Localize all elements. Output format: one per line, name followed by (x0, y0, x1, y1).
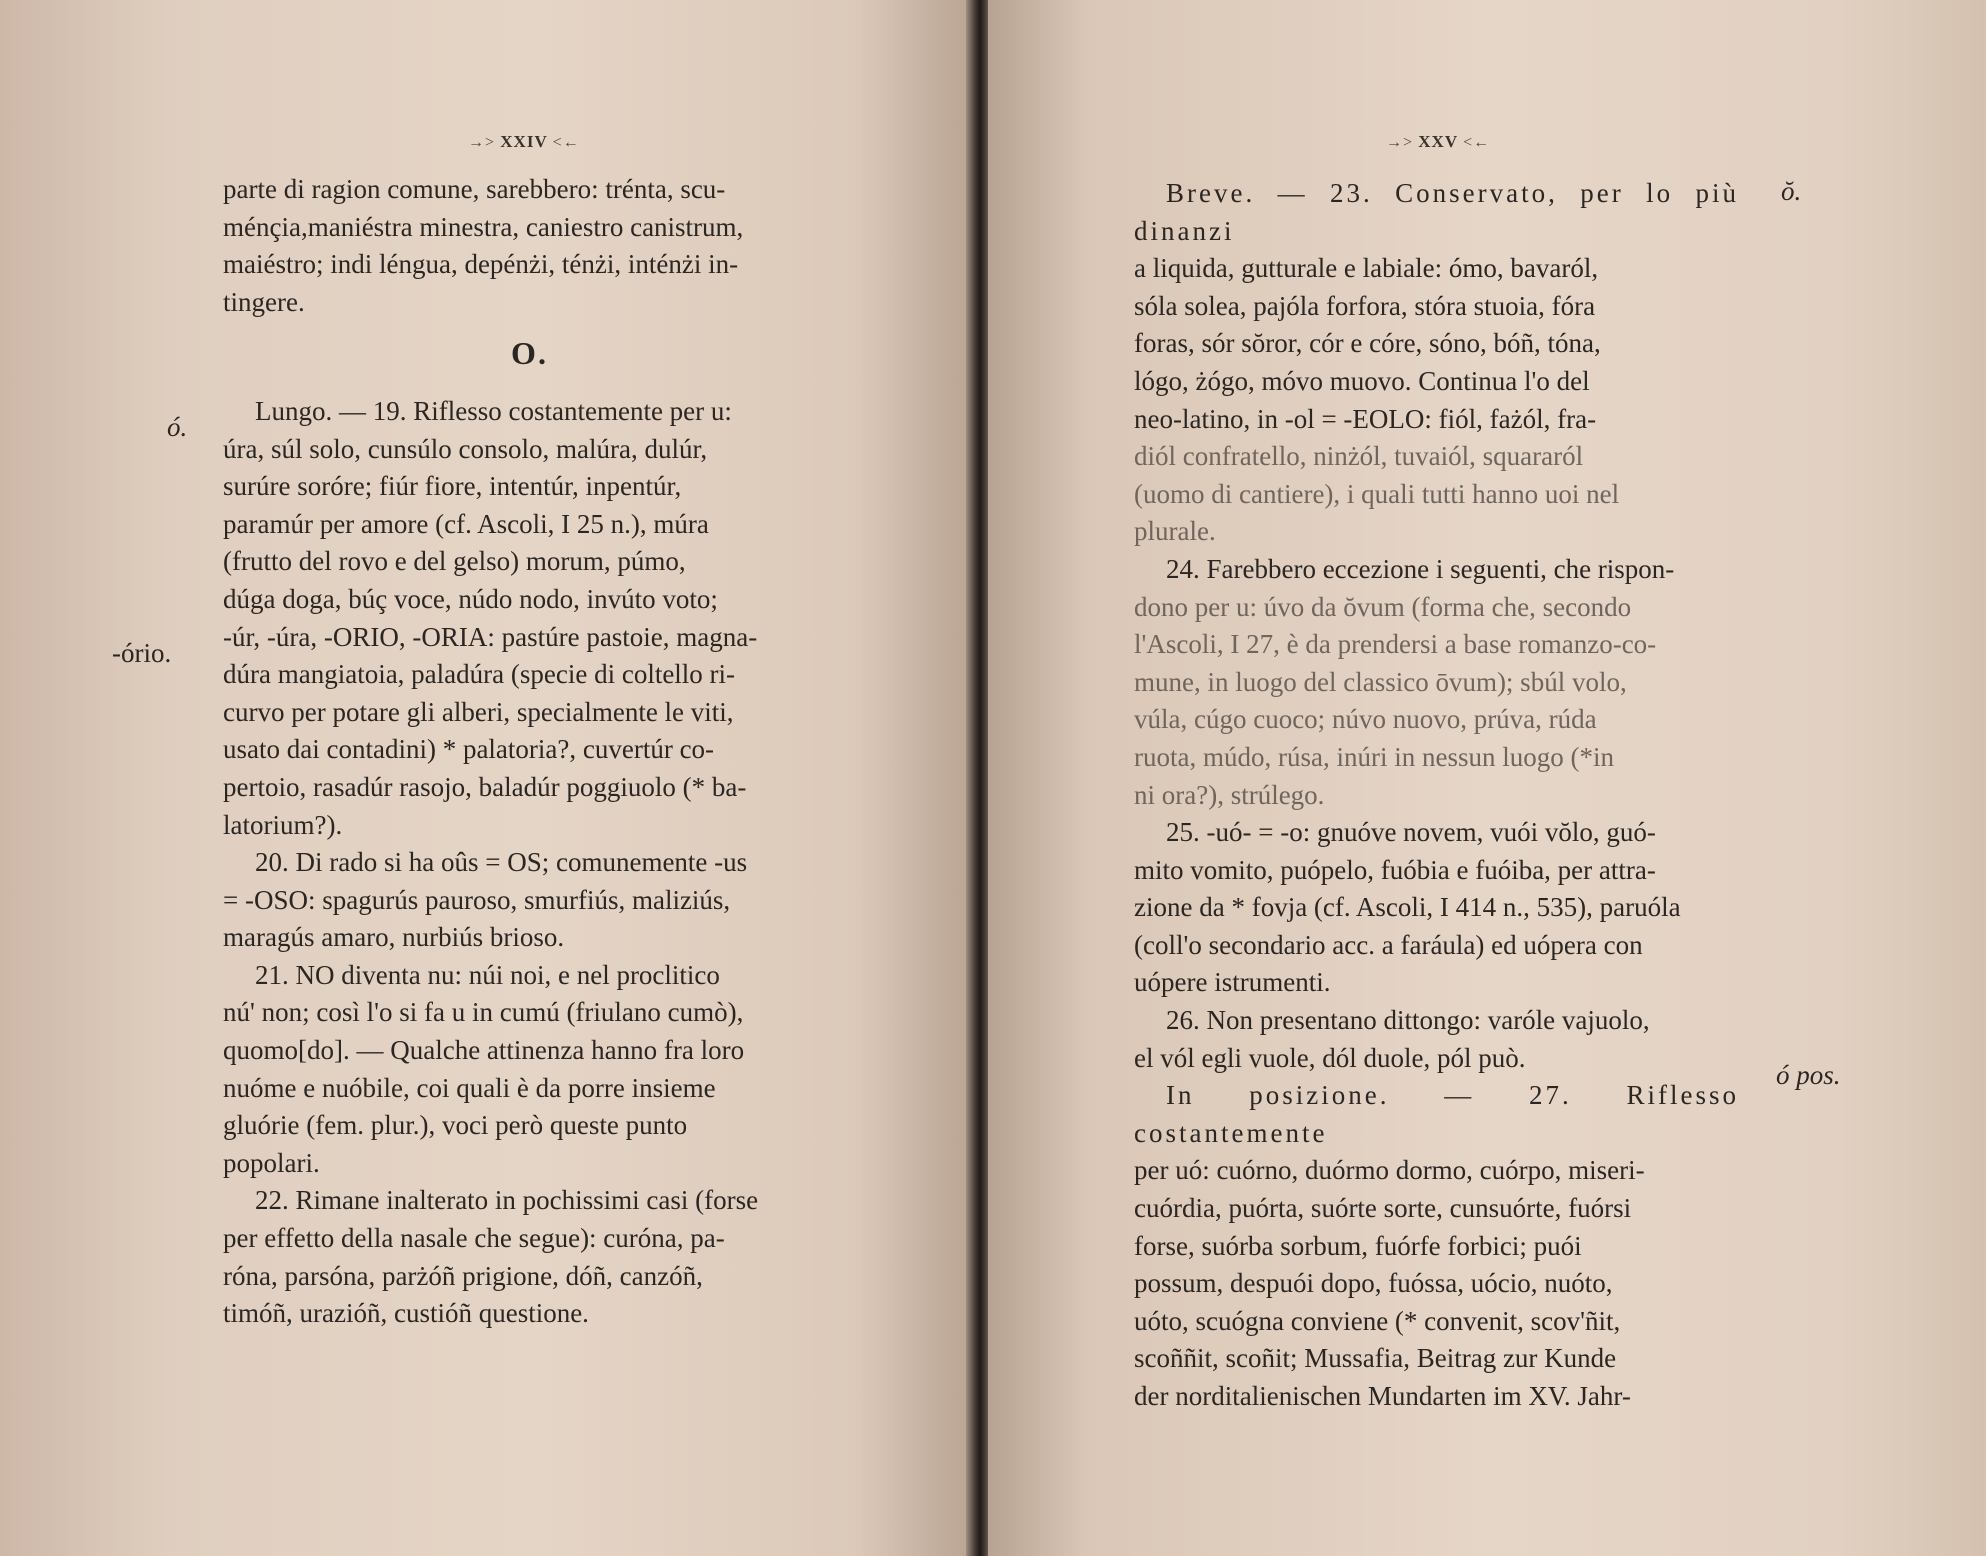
text-line: 26. Non presentano dittongo: varóle vajuolo, (1166, 1005, 1650, 1036)
text-line: mune, in luogo del classico ōvum); sbúl volo, (1134, 666, 1627, 697)
left-page (0, 0, 972, 1556)
text-line: paramúr per amore (cf. Ascoli, I 25 n.), múra (223, 508, 709, 539)
text-line: dúga doga, búç voce, núdo nodo, invúto voto; (223, 583, 718, 614)
text-line: nú' non; così l'o si fa u in cumú (friulano cumò), (223, 997, 744, 1028)
margin-gloss: ó. (167, 412, 188, 442)
text-line: Breve. — 23. Conservato, per lo più dinanzi (1134, 178, 1739, 246)
left-running-head (468, 132, 580, 152)
text-line: (uomo di cantiere), i quali tutti hanno uoi nel (1134, 478, 1620, 509)
text-line: -úr, -úra, -ORIO, -ORIA: pastúre pastoie, magna- (223, 621, 758, 652)
text-line: timóñ, urazióñ, custióñ questione. (223, 1298, 589, 1329)
ornament-right-icon: <← (1463, 134, 1491, 151)
ornament-right-icon: <← (552, 134, 580, 151)
text-line: a liquida, gutturale e labiale: ómo, bavaról, (1134, 253, 1599, 284)
text-line: pertoio, rasadúr rasojo, baladúr poggiuolo (* ba- (223, 771, 747, 802)
text-line: forse, suórba sorbum, fuórfe forbici; puói (1134, 1230, 1582, 1261)
text-line: curvo per potare gli alberi, specialmente le viti, (223, 696, 734, 727)
text-line: der norditalienischen Mundarten im XV. Jahr- (1134, 1381, 1631, 1411)
right-body-text (1134, 175, 1739, 1416)
text-line: latorium?). (223, 809, 343, 840)
text-line: l'Ascoli, I 27, è da prendersi a base romanzo-co- (1134, 629, 1657, 660)
text-line: possum, despuói dopo, fuóssa, uócio, nuóto, (1134, 1268, 1613, 1299)
text-line: 21. NO diventa nu: núi noi, e nel proclitico (255, 959, 720, 990)
text-line: gluórie (fem. plur.), voci però queste punto (223, 1110, 688, 1141)
text-line: nuóme e nuóbile, coi quali è da porre insieme (223, 1072, 716, 1103)
page-number: XXIV (500, 132, 548, 151)
text-line: mito vomito, puópelo, fuóbia e fuóiba, per attra- (1134, 854, 1656, 885)
left-body-text (223, 171, 836, 1333)
margin-gloss: ó pos. (1776, 1060, 1841, 1090)
text-line: (frutto del rovo e del gelso) morum, púmo, (223, 546, 686, 577)
text-line: foras, sór sŏror, cór e córe, sóno, bóñ, tóna, (1134, 328, 1601, 359)
text-line: parte di ragion comune, sarebbero: trénta, scu- (223, 174, 726, 204)
margin-gloss: -ório. (112, 638, 172, 668)
text-line: (coll'o secondario acc. a faráula) ed uópera con (1134, 929, 1643, 960)
text-line: maragús amaro, nurbiús brioso. (223, 922, 565, 953)
text-line: cuórdia, puórta, suórte sorte, cunsuórte, fuórsi (1134, 1193, 1632, 1224)
text-line: tingere. (223, 286, 305, 317)
text-line: zione da * fovja (cf. Ascoli, I 414 n., 535), paruóla (1134, 892, 1681, 923)
text-line: In posizione. — 27. Riflesso costantemente (1134, 1080, 1739, 1148)
text-line: scoññit, scoñit; Mussafia, Beitrag zur Kunde (1134, 1343, 1617, 1374)
text-line: per uó: cuórno, duórmo dormo, cuórpo, miseri- (1134, 1155, 1645, 1186)
text-line: ruota, múdo, rúsa, inúri in nessun luogo (*in (1134, 741, 1614, 772)
section-heading: O. (511, 335, 548, 372)
text-line: neo-latino, in -ol = -EOLO: fiól, fażól, fra- (1134, 403, 1597, 434)
text-line: úra, súl solo, cunsúlo consolo, malúra, dulúr, (223, 433, 708, 464)
text-line: uópere istrumenti. (1134, 967, 1331, 998)
text-line: plurale. (1134, 516, 1216, 547)
margin-gloss: ŏ. (1781, 176, 1802, 206)
text-line: 20. Di rado si ha oûs = OS; comunemente -us (255, 847, 748, 878)
text-line: Lungo. — 19. Riflesso costantemente per u: (255, 395, 732, 426)
right-page (988, 0, 1986, 1556)
text-line: diól confratello, ninżól, tuvaiól, squararól (1134, 441, 1584, 472)
ornament-left-icon: →> (1386, 134, 1414, 151)
text-line: sóla solea, pajóla forfora, stóra stuoia, fóra (1134, 290, 1596, 321)
text-line: ni ora?), strúlego. (1134, 779, 1325, 810)
right-running-head (1386, 132, 1490, 152)
text-line: maiéstro; indi léngua, depénżi, ténżi, inténżi in- (223, 249, 739, 280)
text-line: usato dai contadini) * palatoria?, cuvertúr co- (223, 734, 715, 765)
page-number: XXV (1418, 132, 1458, 151)
text-line: 25. -uó- = -o: gnuóve novem, vuói vŏlo, guó- (1166, 817, 1656, 848)
text-line: per effetto della nasale che segue): curóna, pa- (223, 1223, 725, 1254)
ornament-left-icon: →> (468, 134, 496, 151)
text-line: dúra mangiatoia, paladúra (specie di coltello ri- (223, 659, 736, 690)
text-line: vúla, cúgo cuoco; núvo nuovo, prúva, rúda (1134, 704, 1597, 735)
text-line: 22. Rimane inalterato in pochissimi casi (forse (255, 1185, 759, 1216)
text-line: róna, parsóna, parżóñ prigione, dóñ, canzóñ, (223, 1260, 703, 1291)
text-line: uóto, scuógna conviene (* convenit, scov'ñit, (1134, 1305, 1621, 1336)
text-line: el vól egli vuole, dól duole, pól può. (1134, 1042, 1526, 1073)
text-line: popolari. (223, 1147, 320, 1178)
text-line: lógo, żógo, móvo muovo. Continua l'o del (1134, 365, 1590, 396)
text-line: surúre soróre; fiúr fiore, intentúr, inpentúr, (223, 471, 682, 502)
text-line: 24. Farebbero eccezione i seguenti, che rispon- (1166, 553, 1675, 584)
text-line: dono per u: úvo da ŏvum (forma che, secondo (1134, 591, 1632, 622)
text-line: ménçia,maniéstra minestra, caniestro canistrum, (223, 211, 744, 242)
text-line: quomo[do]. — Qualche attinenza hanno fra loro (223, 1035, 745, 1066)
text-line: = -OSO: spagurús pauroso, smurfiús, maliziús, (223, 884, 731, 915)
